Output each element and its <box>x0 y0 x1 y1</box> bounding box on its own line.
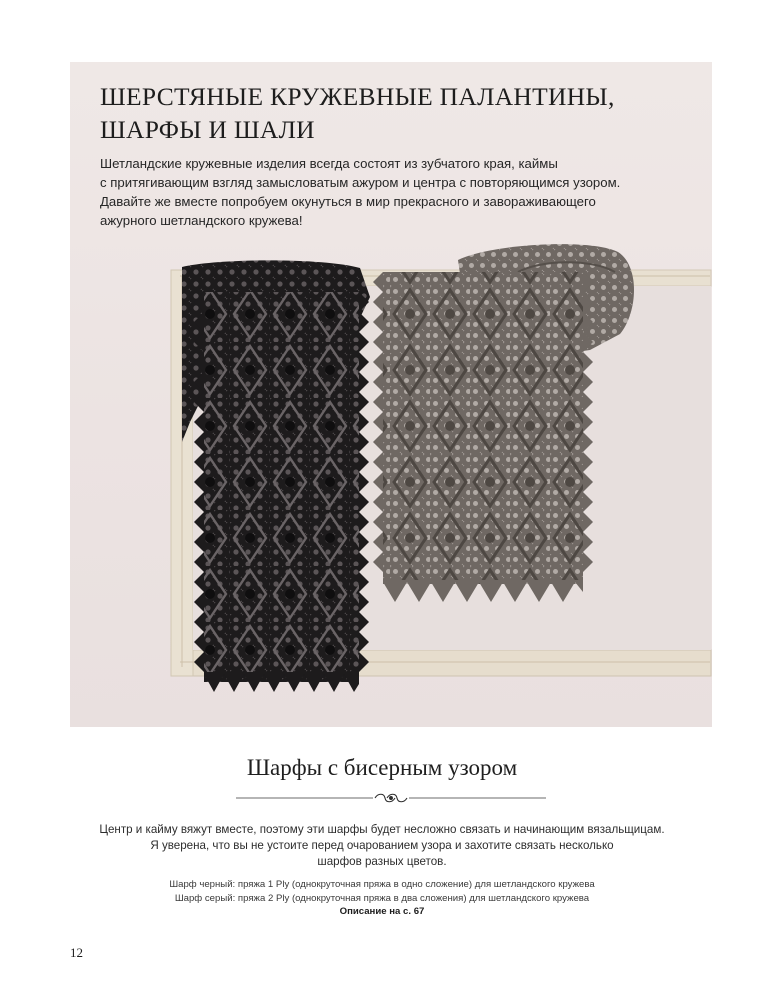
yarn-note-black: Шарф черный: пряжа 1 Ply (однокруточная пряжа в одно сложение) для шетландского кружева <box>169 879 595 890</box>
header-photo <box>70 62 712 727</box>
description-line: шарфов разных цветов. <box>317 855 447 868</box>
yarn-note-grey: Шарф серый: пряжа 2 Ply (однокруточная пряжа в два сложения) для шетландского кружева <box>174 892 590 904</box>
section-title: Шарфы с бисерным узором <box>246 755 518 780</box>
description-line: Центр и кайму вяжут вместе, поэтому эти шарфы будет несложно связать и начинающим вязальщицам. <box>99 823 665 836</box>
page-number: 12 <box>70 945 83 960</box>
section-description <box>60 822 704 870</box>
intro-paragraph: Шетландские кружевные изделия всегда состоят из зубчатого края, каймы с притягивающим взгляд замысловатым ажуром и центра с повторяющимся узором. Давайте же вместе попробуем окунуться в мир прекрасного и завораживающего ажурного шетландского кружева! <box>100 156 621 228</box>
scroll-ornament-icon <box>375 794 407 802</box>
ornamental-divider <box>236 791 546 805</box>
yarn-notes <box>60 878 704 919</box>
pattern-reference: Описание на с. 67 <box>339 906 425 918</box>
description-line: Я уверена, что вы не устоите перед очарованием узора и захотите связать несколько <box>150 839 614 852</box>
black-lace-scarf <box>182 260 370 692</box>
page-heading: ШЕРСТЯНЫЕ КРУЖЕВНЫЕ ПАЛАНТИНЫ, ШАРФЫ И ШАЛИ <box>100 82 615 144</box>
